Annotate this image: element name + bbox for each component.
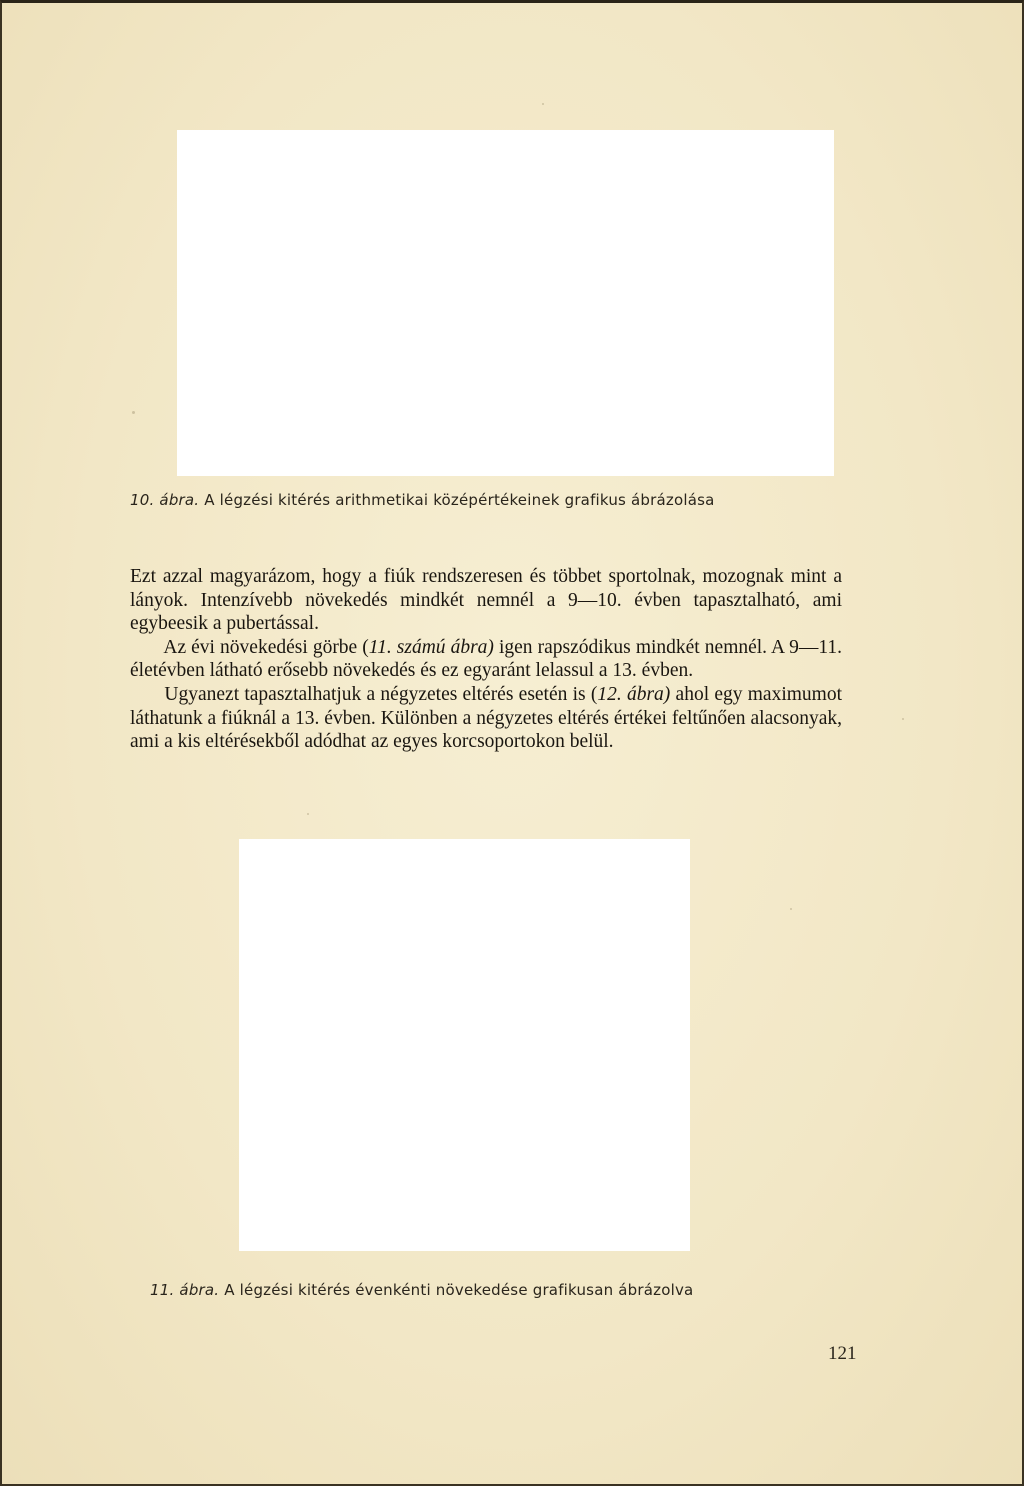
paper-speck — [542, 103, 544, 105]
body-text — [130, 565, 842, 754]
paragraph-2-figure-ref: 11. számú ábra) — [368, 636, 494, 658]
figure-11-number: 11. ábra. — [150, 1281, 220, 1299]
page-number: 121 — [828, 1343, 857, 1364]
paragraph-3-text-a: Ugyanezt tapasztalhatjuk a négyzetes eltérés esetén is ( — [164, 683, 598, 705]
paragraph-2 — [130, 636, 842, 683]
paper-speck — [790, 908, 792, 910]
figure-11-caption — [150, 1281, 693, 1299]
figure-10-image — [177, 130, 834, 476]
figure-10-caption — [130, 491, 715, 509]
paragraph-3 — [130, 683, 842, 754]
paragraph-3-figure-ref: 12. ábra) — [597, 683, 671, 705]
figure-11-caption-text: A légzési kitérés évenkénti növekedése grafikusan ábrázolva — [224, 1281, 694, 1299]
figure-11-image — [239, 839, 690, 1251]
paper-speck — [307, 813, 309, 815]
figure-10-caption-text: A légzési kitérés arithmetikai középértékeinek grafikus ábrázolása — [204, 491, 715, 509]
paragraph-3-text-b: ahol egy maximumot láthatunk a fiúknál a 13. évben. Különben a négyzetes eltérés értékei feltűnően alacsonyak, ami a kis eltérésekből adódhat az egyes korcsoportokon belül. — [130, 683, 842, 753]
paper-speck — [902, 718, 904, 720]
figure-10-number: 10. ábra. — [130, 491, 200, 509]
paragraph-2-text-b: igen rapszódikus mindkét nemnél. A 9—11. életévben látható erősebb növekedés és ez egyaránt lelassul a 13. évben. — [130, 636, 843, 682]
paper-speck — [132, 411, 135, 414]
paragraph-1: Ezt azzal magyarázom, hogy a fiúk rendszeresen és többet sportolnak, mozognak mint a lányok. Intenzívebb növekedés mindkét nemnél a 9—10. évben tapasztalható, ami egybeesik a pubertással. — [130, 566, 842, 635]
paragraph-2-text-a: Az évi növekedési görbe ( — [163, 636, 369, 658]
